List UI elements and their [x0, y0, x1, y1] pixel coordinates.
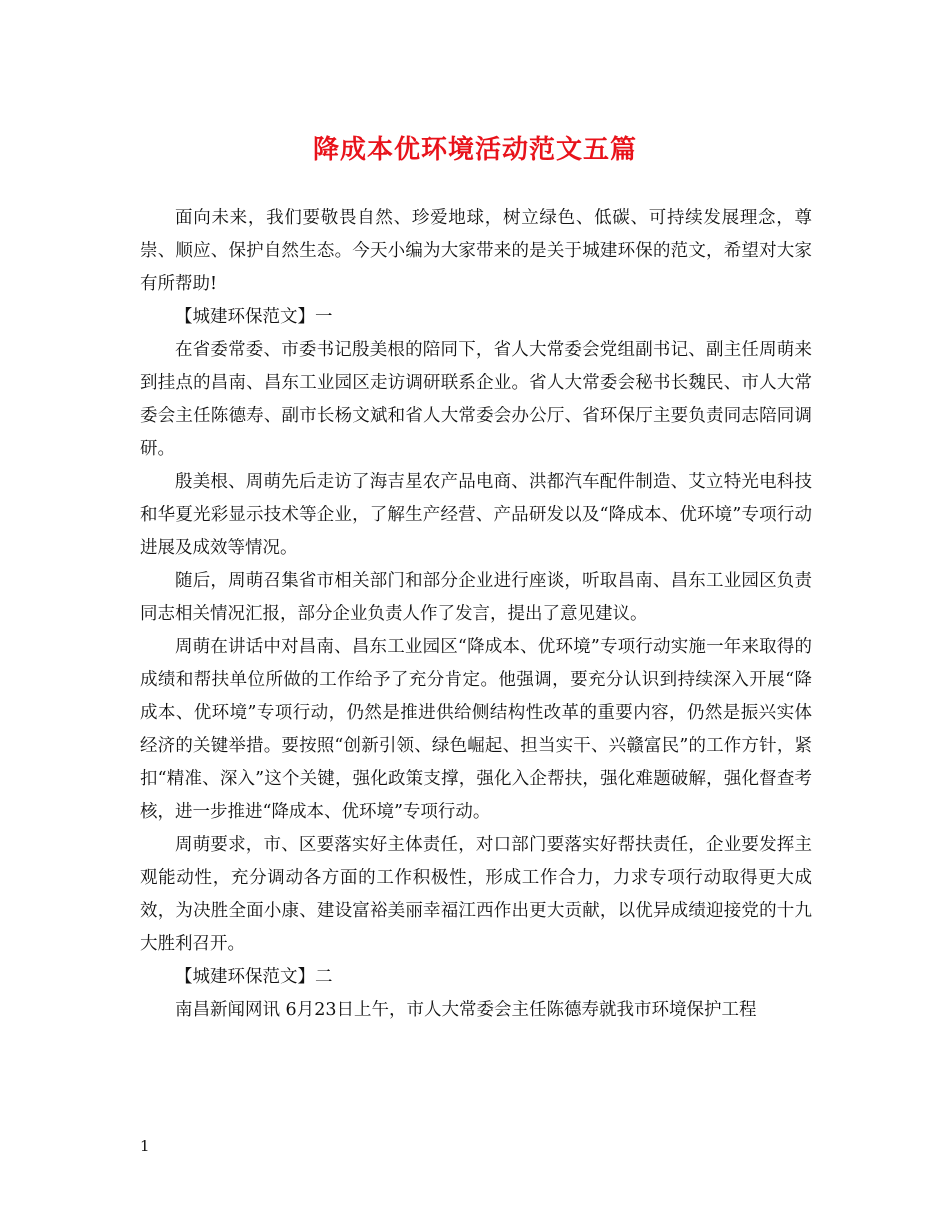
document-title: 降成本优环境活动范文五篇 — [312, 135, 637, 165]
document-body — [140, 202, 812, 1027]
paragraph: 殷美根、周萌先后走访了海吉星农产品电商、洪都汽车配件制造、艾立特光电科技和华夏光彩显示技术等企业，了解生产经营、产品研发以及“降成本、优环境”专项行动进展及成效等情况。 — [140, 472, 812, 558]
section-heading-one: 【城建环保范文】一 — [175, 307, 333, 327]
paragraph: 随后，周萌召集省市相关部门和部分企业进行座谈，听取昌南、昌东工业园区负责同志相关情况汇报，部分企业负责人作了发言，提出了意见建议。 — [140, 571, 812, 624]
paragraph: 在省委常委、市委书记殷美根的陪同下，省人大常委会党组副书记、副主任周萌来到挂点的昌南、昌东工业园区走访调研联系企业。省人大常委会秘书长魏民、市人大常委会主任陈德寿、副市长杨文斌和省人大常委会办公厅、省环保厅主要负责同志陪同调研。 — [140, 340, 812, 459]
page-number: 1 — [140, 1137, 150, 1155]
paragraph: 周萌在讲话中对昌南、昌东工业园区“降成本、优环境”专项行动实施一年来取得的成绩和帮扶单位所做的工作给予了充分肯定。他强调，要充分认识到持续深入开展“降成本、优环境”专项行动，仍然是推进供给侧结构性改革的重要内容，仍然是振兴实体经济的关键举措。要按照“创新引领、绿色崛起、担当实干、兴赣富民”的工作方针，紧扣“精准、深入”这个关键，强化政策支撑，强化入企帮扶，强化难题破解，强化督查考核，进一步推进“降成本、优环境”专项行动。 — [140, 637, 812, 822]
paragraph: 周萌要求，市、区要落实好主体责任，对口部门要落实好帮扶责任，企业要发挥主观能动性，充分调动各方面的工作积极性，形成工作合力，力求专项行动取得更大成效，为决胜全面小康、建设富裕美丽幸福江西作出更大贡献，以优异成绩迎接党的十九大胜利召开。 — [140, 835, 812, 954]
paragraph: 南昌新闻网讯 6月23日上午，市人大常委会主任陈德寿就我市环境保护工程 — [175, 1000, 757, 1020]
paragraph-intro: 面向未来，我们要敬畏自然、珍爱地球，树立绿色、低碳、可持续发展理念，尊崇、顺应、保护自然生态。今天小编为大家带来的是关于城建环保的范文，希望对大家有所帮助! — [140, 208, 812, 294]
section-heading-two: 【城建环保范文】二 — [175, 967, 333, 987]
